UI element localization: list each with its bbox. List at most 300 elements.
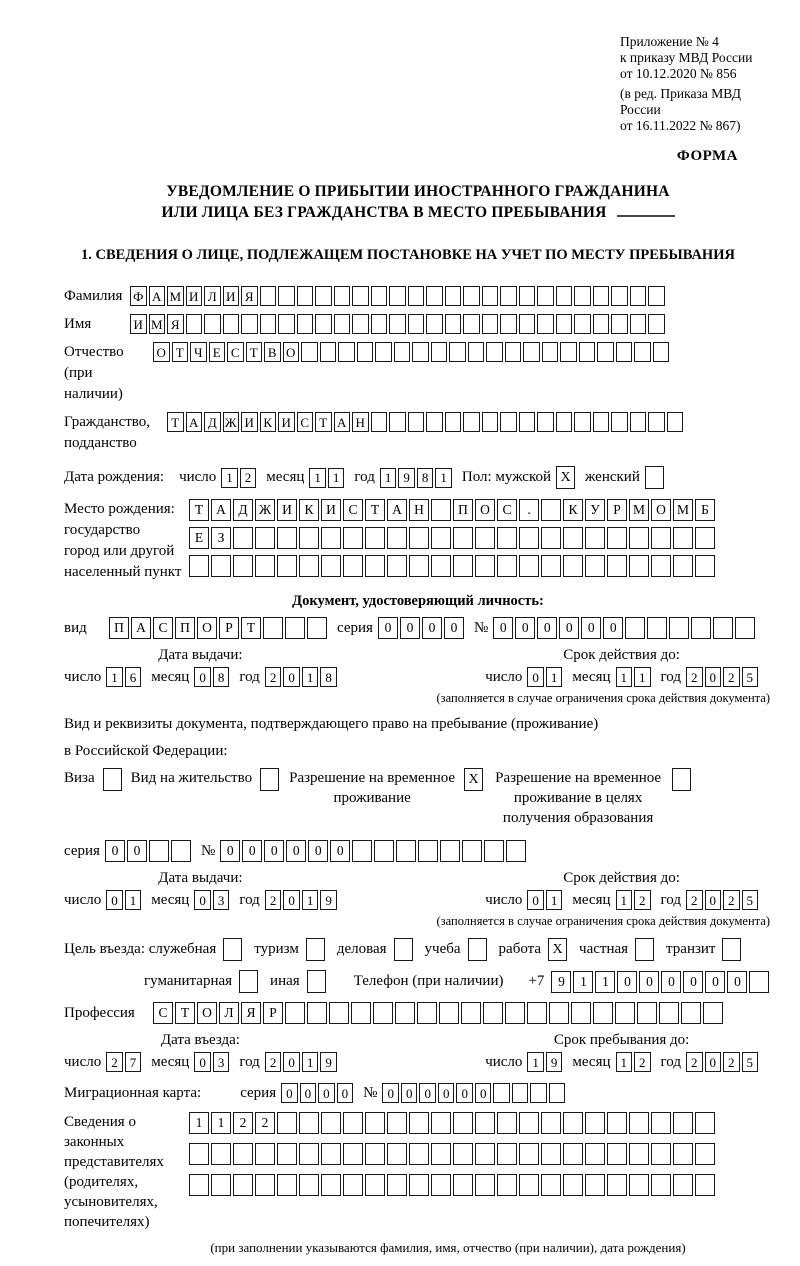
char-cell[interactable] (484, 840, 504, 862)
char-cell[interactable] (563, 555, 583, 577)
char-cell[interactable] (285, 1002, 305, 1024)
char-cell[interactable]: Д (204, 412, 221, 432)
char-cell[interactable] (453, 1174, 473, 1196)
purpose-private-checkbox[interactable] (635, 938, 654, 961)
char-cell[interactable]: 1 (211, 1112, 231, 1134)
char-cell[interactable] (387, 1174, 407, 1196)
char-cell[interactable]: 0 (475, 1083, 492, 1103)
char-cell[interactable]: В (264, 342, 281, 362)
char-cell[interactable] (463, 286, 480, 306)
char-cell[interactable]: Я (241, 286, 258, 306)
char-cell[interactable] (637, 1002, 657, 1024)
sex-female-checkbox[interactable] (645, 466, 664, 489)
char-cell[interactable] (512, 1083, 529, 1103)
char-cell[interactable]: А (387, 499, 407, 521)
char-cell[interactable]: И (186, 286, 203, 306)
char-cell[interactable] (537, 412, 554, 432)
char-cell[interactable] (519, 1112, 539, 1134)
char-cell[interactable]: Н (352, 412, 369, 432)
char-cell[interactable] (371, 314, 388, 334)
purpose-work-checkbox[interactable]: X (548, 938, 567, 961)
char-cell[interactable] (523, 342, 540, 362)
char-cell[interactable] (519, 555, 539, 577)
char-cell[interactable]: 0 (300, 1083, 317, 1103)
char-cell[interactable] (277, 527, 297, 549)
char-cell[interactable]: С (497, 499, 517, 521)
char-cell[interactable] (343, 1174, 363, 1196)
char-cell[interactable]: 0 (286, 840, 306, 862)
char-cell[interactable]: К (563, 499, 583, 521)
char-cell[interactable]: 0 (242, 840, 262, 862)
char-cell[interactable] (585, 555, 605, 577)
char-cell[interactable] (695, 527, 715, 549)
char-cell[interactable]: 0 (419, 1083, 436, 1103)
char-cell[interactable]: Т (365, 499, 385, 521)
char-cell[interactable] (297, 286, 314, 306)
char-cell[interactable] (703, 1002, 723, 1024)
char-cell[interactable]: 0 (438, 1083, 455, 1103)
char-cell[interactable]: П (453, 499, 473, 521)
char-cell[interactable] (277, 1112, 297, 1134)
char-cell[interactable]: 2 (723, 1052, 740, 1072)
char-cell[interactable] (396, 840, 416, 862)
char-cell[interactable] (375, 342, 392, 362)
char-cell[interactable] (233, 1174, 253, 1196)
purpose-business-checkbox[interactable] (394, 938, 413, 961)
char-cell[interactable]: 0 (337, 1083, 354, 1103)
char-cell[interactable]: Я (167, 314, 184, 334)
char-cell[interactable] (223, 314, 240, 334)
char-cell[interactable] (343, 1112, 363, 1134)
char-cell[interactable]: А (149, 286, 166, 306)
char-cell[interactable]: Р (607, 499, 627, 521)
char-cell[interactable]: 0 (527, 890, 544, 910)
char-cell[interactable] (475, 1143, 495, 1165)
char-cell[interactable]: 1 (309, 468, 326, 488)
char-cell[interactable] (334, 314, 351, 334)
char-cell[interactable] (343, 555, 363, 577)
char-cell[interactable] (343, 527, 363, 549)
char-cell[interactable] (409, 1143, 429, 1165)
char-cell[interactable]: И (277, 499, 297, 521)
char-cell[interactable] (475, 555, 495, 577)
char-cell[interactable] (445, 412, 462, 432)
char-cell[interactable] (530, 1083, 547, 1103)
char-cell[interactable]: З (211, 527, 231, 549)
char-cell[interactable]: 1 (616, 1052, 633, 1072)
char-cell[interactable]: 0 (493, 617, 513, 639)
char-cell[interactable] (541, 527, 561, 549)
temp-residence-edu-checkbox[interactable] (672, 768, 691, 791)
char-cell[interactable]: 1 (302, 890, 319, 910)
char-cell[interactable] (365, 1112, 385, 1134)
char-cell[interactable] (673, 1143, 693, 1165)
char-cell[interactable]: 0 (127, 840, 147, 862)
char-cell[interactable] (449, 342, 466, 362)
char-cell[interactable] (211, 555, 231, 577)
char-cell[interactable] (371, 412, 388, 432)
char-cell[interactable] (630, 412, 647, 432)
char-cell[interactable]: О (283, 342, 300, 362)
char-cell[interactable] (440, 840, 460, 862)
char-cell[interactable] (541, 499, 561, 521)
char-cell[interactable]: 2 (723, 667, 740, 687)
char-cell[interactable]: 2 (265, 667, 282, 687)
char-cell[interactable] (579, 342, 596, 362)
char-cell[interactable]: Т (175, 1002, 195, 1024)
char-cell[interactable]: . (519, 499, 539, 521)
char-cell[interactable]: 9 (546, 1052, 563, 1072)
char-cell[interactable] (519, 1143, 539, 1165)
char-cell[interactable] (431, 499, 451, 521)
char-cell[interactable] (482, 314, 499, 334)
char-cell[interactable]: 1 (221, 468, 238, 488)
char-cell[interactable] (352, 286, 369, 306)
char-cell[interactable] (418, 840, 438, 862)
char-cell[interactable]: 1 (527, 1052, 544, 1072)
char-cell[interactable] (563, 527, 583, 549)
char-cell[interactable] (653, 342, 670, 362)
char-cell[interactable]: М (167, 286, 184, 306)
char-cell[interactable] (681, 1002, 701, 1024)
char-cell[interactable] (426, 314, 443, 334)
char-cell[interactable]: С (343, 499, 363, 521)
char-cell[interactable]: А (211, 499, 231, 521)
char-cell[interactable] (255, 1174, 275, 1196)
char-cell[interactable] (651, 527, 671, 549)
char-cell[interactable]: Л (204, 286, 221, 306)
char-cell[interactable] (563, 1174, 583, 1196)
char-cell[interactable]: 0 (220, 840, 240, 862)
char-cell[interactable] (204, 314, 221, 334)
char-cell[interactable] (453, 527, 473, 549)
char-cell[interactable]: 0 (444, 617, 464, 639)
char-cell[interactable] (616, 342, 633, 362)
char-cell[interactable] (321, 555, 341, 577)
char-cell[interactable] (351, 1002, 371, 1024)
char-cell[interactable]: 0 (456, 1083, 473, 1103)
char-cell[interactable]: 1 (595, 971, 615, 993)
char-cell[interactable] (387, 527, 407, 549)
char-cell[interactable] (519, 286, 536, 306)
char-cell[interactable] (500, 412, 517, 432)
char-cell[interactable]: 0 (705, 1052, 722, 1072)
char-cell[interactable] (629, 1174, 649, 1196)
char-cell[interactable] (629, 1112, 649, 1134)
char-cell[interactable]: 0 (106, 890, 123, 910)
char-cell[interactable] (475, 1174, 495, 1196)
char-cell[interactable]: 0 (283, 667, 300, 687)
purpose-tourism-checkbox[interactable] (306, 938, 325, 961)
char-cell[interactable]: 3 (213, 890, 230, 910)
char-cell[interactable]: 0 (283, 1052, 300, 1072)
char-cell[interactable] (695, 1112, 715, 1134)
char-cell[interactable] (357, 342, 374, 362)
char-cell[interactable] (667, 412, 684, 432)
char-cell[interactable] (482, 286, 499, 306)
char-cell[interactable]: О (197, 617, 217, 639)
char-cell[interactable]: 0 (378, 617, 398, 639)
char-cell[interactable] (233, 1143, 253, 1165)
char-cell[interactable] (505, 342, 522, 362)
char-cell[interactable] (408, 314, 425, 334)
char-cell[interactable] (542, 342, 559, 362)
char-cell[interactable] (387, 1112, 407, 1134)
char-cell[interactable] (607, 1143, 627, 1165)
char-cell[interactable] (352, 840, 372, 862)
char-cell[interactable]: 8 (320, 667, 337, 687)
char-cell[interactable] (299, 527, 319, 549)
char-cell[interactable] (315, 286, 332, 306)
char-cell[interactable]: У (585, 499, 605, 521)
char-cell[interactable] (556, 314, 573, 334)
char-cell[interactable] (445, 286, 462, 306)
char-cell[interactable] (519, 314, 536, 334)
visa-checkbox[interactable] (103, 768, 122, 791)
char-cell[interactable] (556, 412, 573, 432)
char-cell[interactable] (321, 527, 341, 549)
char-cell[interactable]: Т (241, 617, 261, 639)
char-cell[interactable] (334, 286, 351, 306)
char-cell[interactable]: 0 (105, 840, 125, 862)
char-cell[interactable] (186, 314, 203, 334)
char-cell[interactable] (409, 527, 429, 549)
char-cell[interactable] (189, 1174, 209, 1196)
char-cell[interactable] (394, 342, 411, 362)
char-cell[interactable] (408, 412, 425, 432)
char-cell[interactable] (607, 527, 627, 549)
char-cell[interactable]: 2 (686, 667, 703, 687)
char-cell[interactable] (371, 286, 388, 306)
char-cell[interactable] (315, 314, 332, 334)
char-cell[interactable]: Н (409, 499, 429, 521)
char-cell[interactable] (549, 1002, 569, 1024)
char-cell[interactable] (630, 286, 647, 306)
char-cell[interactable]: Р (219, 617, 239, 639)
char-cell[interactable] (343, 1143, 363, 1165)
char-cell[interactable] (299, 555, 319, 577)
char-cell[interactable]: 2 (686, 890, 703, 910)
char-cell[interactable]: 0 (705, 971, 725, 993)
char-cell[interactable]: И (223, 286, 240, 306)
char-cell[interactable] (412, 342, 429, 362)
char-cell[interactable]: О (651, 499, 671, 521)
char-cell[interactable] (475, 527, 495, 549)
char-cell[interactable] (299, 1112, 319, 1134)
char-cell[interactable]: Е (189, 527, 209, 549)
char-cell[interactable] (695, 1174, 715, 1196)
char-cell[interactable]: 0 (281, 1083, 298, 1103)
char-cell[interactable]: И (130, 314, 147, 334)
char-cell[interactable] (171, 840, 191, 862)
char-cell[interactable]: О (197, 1002, 217, 1024)
char-cell[interactable] (307, 1002, 327, 1024)
char-cell[interactable]: Р (263, 1002, 283, 1024)
char-cell[interactable] (409, 555, 429, 577)
char-cell[interactable] (541, 1112, 561, 1134)
char-cell[interactable]: 0 (264, 840, 284, 862)
char-cell[interactable] (574, 412, 591, 432)
char-cell[interactable] (389, 286, 406, 306)
char-cell[interactable] (648, 286, 665, 306)
char-cell[interactable] (278, 286, 295, 306)
char-cell[interactable]: 9 (320, 890, 337, 910)
char-cell[interactable]: Т (246, 342, 263, 362)
char-cell[interactable]: О (475, 499, 495, 521)
char-cell[interactable] (651, 1174, 671, 1196)
purpose-study-checkbox[interactable] (468, 938, 487, 961)
char-cell[interactable]: 0 (705, 890, 722, 910)
purpose-humanitarian-checkbox[interactable] (239, 970, 258, 993)
char-cell[interactable] (571, 1002, 591, 1024)
char-cell[interactable] (541, 555, 561, 577)
char-cell[interactable] (299, 1143, 319, 1165)
char-cell[interactable]: 1 (435, 468, 452, 488)
char-cell[interactable]: И (241, 412, 258, 432)
char-cell[interactable] (263, 617, 283, 639)
char-cell[interactable]: И (321, 499, 341, 521)
char-cell[interactable] (629, 527, 649, 549)
char-cell[interactable] (445, 314, 462, 334)
char-cell[interactable]: 2 (255, 1112, 275, 1134)
char-cell[interactable]: П (109, 617, 129, 639)
char-cell[interactable]: Ч (190, 342, 207, 362)
char-cell[interactable] (299, 1174, 319, 1196)
char-cell[interactable] (453, 1112, 473, 1134)
char-cell[interactable]: 6 (125, 667, 142, 687)
char-cell[interactable] (659, 1002, 679, 1024)
char-cell[interactable] (735, 617, 755, 639)
char-cell[interactable] (541, 1143, 561, 1165)
char-cell[interactable] (475, 1112, 495, 1134)
char-cell[interactable]: 0 (401, 1083, 418, 1103)
char-cell[interactable] (365, 527, 385, 549)
char-cell[interactable] (211, 1174, 231, 1196)
char-cell[interactable]: 0 (527, 667, 544, 687)
char-cell[interactable] (260, 286, 277, 306)
char-cell[interactable] (519, 1174, 539, 1196)
purpose-other-checkbox[interactable] (307, 970, 326, 993)
char-cell[interactable]: К (299, 499, 319, 521)
char-cell[interactable]: 0 (194, 667, 211, 687)
char-cell[interactable] (389, 412, 406, 432)
char-cell[interactable]: 2 (106, 1052, 123, 1072)
char-cell[interactable]: Ф (130, 286, 147, 306)
char-cell[interactable] (389, 314, 406, 334)
char-cell[interactable]: Д (233, 499, 253, 521)
char-cell[interactable] (647, 617, 667, 639)
char-cell[interactable] (462, 840, 482, 862)
char-cell[interactable]: 1 (634, 667, 651, 687)
char-cell[interactable] (749, 971, 769, 993)
char-cell[interactable] (630, 314, 647, 334)
char-cell[interactable]: 5 (742, 890, 759, 910)
char-cell[interactable] (387, 1143, 407, 1165)
char-cell[interactable] (615, 1002, 635, 1024)
char-cell[interactable] (611, 286, 628, 306)
char-cell[interactable] (321, 1112, 341, 1134)
char-cell[interactable] (483, 1002, 503, 1024)
char-cell[interactable]: 8 (213, 667, 230, 687)
char-cell[interactable]: К (260, 412, 277, 432)
char-cell[interactable]: 0 (603, 617, 623, 639)
char-cell[interactable] (374, 840, 394, 862)
char-cell[interactable] (500, 314, 517, 334)
char-cell[interactable] (497, 555, 517, 577)
char-cell[interactable]: С (297, 412, 314, 432)
char-cell[interactable] (431, 1143, 451, 1165)
char-cell[interactable] (505, 1002, 525, 1024)
char-cell[interactable] (431, 527, 451, 549)
char-cell[interactable] (468, 342, 485, 362)
char-cell[interactable]: 0 (400, 617, 420, 639)
char-cell[interactable] (673, 1174, 693, 1196)
char-cell[interactable] (233, 555, 253, 577)
char-cell[interactable] (593, 1002, 613, 1024)
char-cell[interactable]: 0 (283, 890, 300, 910)
char-cell[interactable] (519, 412, 536, 432)
char-cell[interactable]: М (629, 499, 649, 521)
char-cell[interactable] (233, 527, 253, 549)
char-cell[interactable]: 2 (634, 890, 651, 910)
char-cell[interactable] (426, 412, 443, 432)
char-cell[interactable] (541, 1174, 561, 1196)
char-cell[interactable] (297, 314, 314, 334)
char-cell[interactable] (365, 1174, 385, 1196)
char-cell[interactable] (301, 342, 318, 362)
char-cell[interactable] (329, 1002, 349, 1024)
char-cell[interactable]: Я (241, 1002, 261, 1024)
char-cell[interactable] (691, 617, 711, 639)
char-cell[interactable] (695, 555, 715, 577)
char-cell[interactable] (629, 555, 649, 577)
char-cell[interactable] (439, 1002, 459, 1024)
char-cell[interactable] (560, 342, 577, 362)
char-cell[interactable] (409, 1112, 429, 1134)
purpose-transit-checkbox[interactable] (722, 938, 741, 961)
char-cell[interactable]: 0 (194, 890, 211, 910)
char-cell[interactable]: С (153, 617, 173, 639)
char-cell[interactable] (695, 1143, 715, 1165)
char-cell[interactable] (607, 555, 627, 577)
char-cell[interactable] (285, 617, 305, 639)
char-cell[interactable] (189, 555, 209, 577)
char-cell[interactable]: 0 (617, 971, 637, 993)
char-cell[interactable] (431, 342, 448, 362)
char-cell[interactable]: А (131, 617, 151, 639)
char-cell[interactable] (277, 1174, 297, 1196)
sex-male-checkbox[interactable]: X (556, 466, 575, 489)
char-cell[interactable] (673, 527, 693, 549)
char-cell[interactable]: 9 (320, 1052, 337, 1072)
char-cell[interactable] (651, 555, 671, 577)
char-cell[interactable] (307, 617, 327, 639)
char-cell[interactable] (189, 1143, 209, 1165)
char-cell[interactable]: 9 (551, 971, 571, 993)
char-cell[interactable] (426, 286, 443, 306)
char-cell[interactable]: 2 (634, 1052, 651, 1072)
char-cell[interactable] (482, 412, 499, 432)
char-cell[interactable]: 0 (683, 971, 703, 993)
char-cell[interactable]: 2 (240, 468, 257, 488)
char-cell[interactable]: 0 (330, 840, 350, 862)
char-cell[interactable] (463, 412, 480, 432)
char-cell[interactable] (585, 527, 605, 549)
char-cell[interactable]: Ж (223, 412, 240, 432)
purpose-official-checkbox[interactable] (223, 938, 242, 961)
char-cell[interactable]: Б (695, 499, 715, 521)
char-cell[interactable]: 0 (705, 667, 722, 687)
